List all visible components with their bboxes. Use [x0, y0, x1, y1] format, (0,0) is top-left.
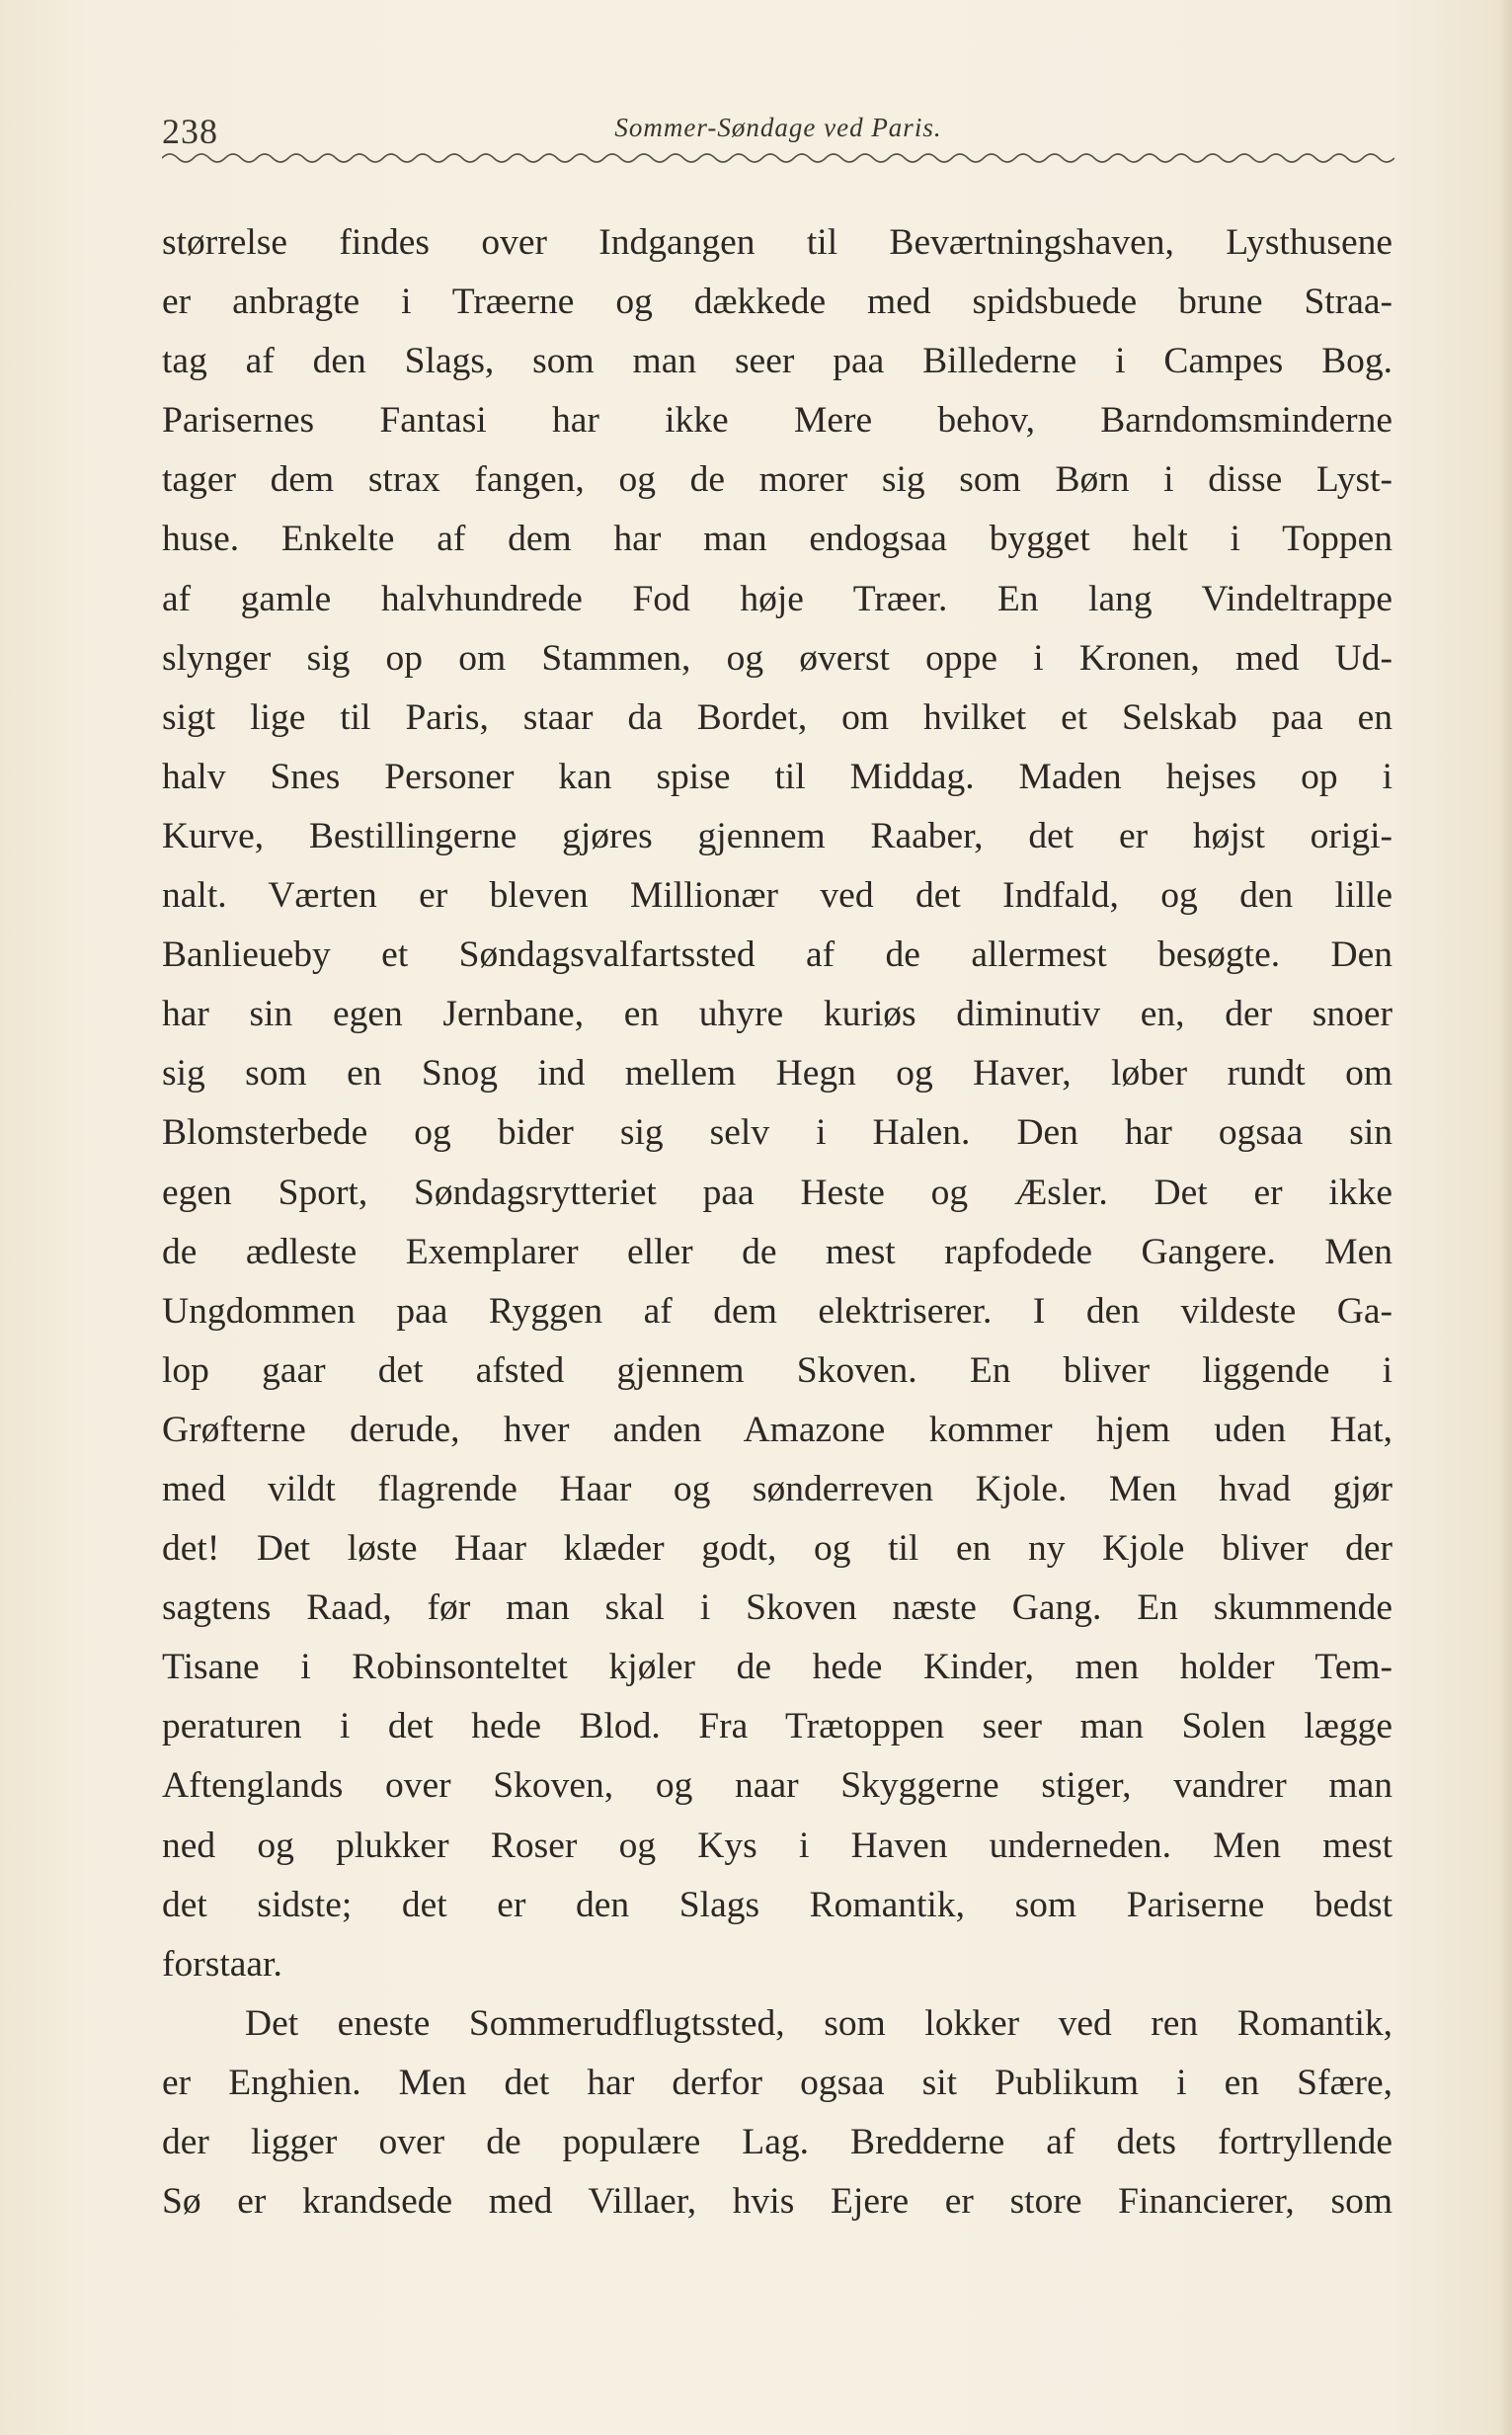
text-line: sagtens Raad, før man skal i Skoven næste Gang. En skummende: [162, 1587, 1393, 1629]
paragraph-2: [162, 1994, 1393, 2232]
text-line: der ligger over de populære Lag. Bredderne af dets fortryllende: [162, 2122, 1393, 2162]
paragraph-1: [162, 213, 1393, 1994]
running-title: Sommer-Søndage ved Paris.: [614, 113, 942, 142]
text-line: sig som en Snog ind mellem Hegn og Haver, løber rundt om: [162, 1053, 1393, 1095]
text-line: ned og plukker Roser og Kys i Haven underneden. Men mest: [162, 1825, 1393, 1866]
text-line: tag af den Slags, som man seer paa Billederne i Campes Bog.: [162, 341, 1393, 382]
body-text: [162, 213, 1393, 2232]
text-line: sigt lige til Paris, staar da Bordet, om hvilket et Selskab paa en: [162, 696, 1393, 738]
text-line: huse. Enkelte af dem har man endogsaa bygget helt i Toppen: [162, 519, 1393, 560]
text-line: Tisane i Robinsonteltet kjøler de hede Kinder, men holder Tem-: [162, 1647, 1393, 1688]
text-line: slynger sig op om Stammen, og øverst oppe i Kronen, med Ud-: [162, 637, 1393, 679]
text-line: Banlieueby et Søndagsvalfartssted af de allermest besøgte. Den: [162, 934, 1393, 976]
text-line: nalt. Værten er bleven Millionær ved det Indfald, og den lille: [162, 875, 1393, 917]
text-line: Blomsterbede og bider sig selv i Halen. Den har ogsaa sin: [162, 1112, 1393, 1154]
text-line: Aftenglands over Skoven, og naar Skyggerne stiger, vandrer man: [162, 1765, 1393, 1807]
text-line: Sø er krandsede med Villaer, hvis Ejere er store Financierer, som: [162, 2181, 1393, 2223]
text-line: lop gaar det afsted gjennem Skoven. En bliver liggende i: [162, 1349, 1393, 1391]
text-line: egen Sport, Søndagsrytteriet paa Heste og Æsler. Det er ikke: [162, 1172, 1393, 1213]
text-line: Parisernes Fantasi har ikke Mere behov, Barndomsminderne: [162, 400, 1393, 442]
text-line: Grøfterne derude, hver anden Amazone kommer hjem uden Hat,: [162, 1409, 1393, 1450]
page-number: 238: [162, 112, 218, 151]
text-line: med vildt flagrende Haar og sønderreven Kjole. Men hvad gjør: [162, 1468, 1393, 1509]
text-line: forstaar.: [162, 1943, 282, 1985]
text-line: de ædleste Exemplarer eller de mest rapfodede Gangere. Men: [162, 1231, 1393, 1272]
text-line: Det eneste Sommerudflugtssted, som lokker ved ren Romantik,: [245, 2002, 1393, 2044]
text-line: det sidste; det er den Slags Romantik, som Pariserne bedst: [162, 1884, 1393, 1925]
text-line: har sin egen Jernbane, en uhyre kuriøs diminutiv en, der snoer: [162, 994, 1393, 1035]
text-line: Kurve, Bestillingerne gjøres gjennem Raaber, det er højst origi-: [162, 815, 1393, 856]
text-line: tager dem strax fangen, og de morer sig som Børn i disse Lyst-: [162, 459, 1393, 501]
text-line: er anbragte i Træerne og dækkede med spidsbuede brune Straa-: [162, 282, 1393, 323]
text-line: Ungdommen paa Ryggen af dem elektriserer. I den vildeste Ga-: [162, 1290, 1393, 1332]
text-line: det! Det løste Haar klæder godt, og til en ny Kjole bliver der: [162, 1528, 1393, 1570]
text-line: størrelse findes over Indgangen til Beværtningshaven, Lysthusene: [162, 222, 1393, 263]
text-line: er Enghien. Men det har derfor ogsaa sit Publikum i en Sfære,: [162, 2062, 1393, 2103]
text-line: af gamle halvhundrede Fod høje Træer. En lang Vindeltrappe: [162, 578, 1393, 619]
header-ornament-rule: [162, 148, 1394, 166]
page-edge-shadow: [1498, 0, 1512, 2435]
running-head: [162, 107, 1394, 150]
text-line: halv Snes Personer kan spise til Middag. Maden hejses op i: [162, 756, 1393, 797]
text-line: peraturen i det hede Blod. Fra Trætoppen seer man Solen lægge: [162, 1706, 1393, 1747]
